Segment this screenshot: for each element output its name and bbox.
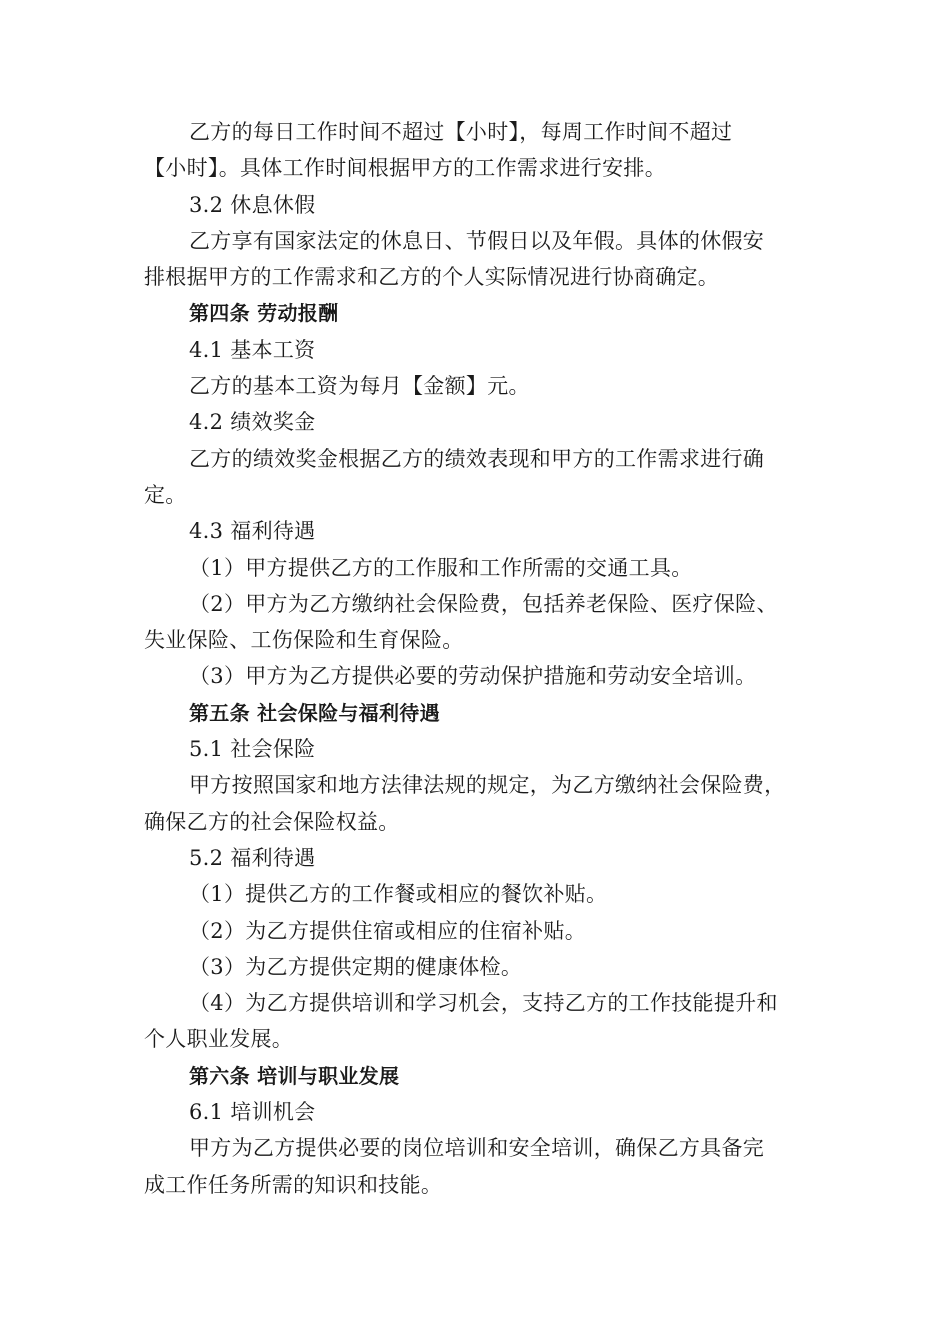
paragraph-continuation-line: 定。 [144, 482, 187, 507]
list-item-line: （4）为乙方提供培训和学习机会，支持乙方的工作技能提升和 [189, 991, 778, 1016]
article-heading: 第六条 培训与职业发展 [189, 1063, 400, 1088]
paragraph-continuation-line: 成工作任务所需的知识和技能。 [144, 1172, 443, 1197]
article-heading: 第四条 劳动报酬 [189, 301, 339, 326]
paragraph-first-line: 乙方的每日工作时间不超过【小时】，每周工作时间不超过 [189, 120, 733, 144]
paragraph-continuation-line: 个人职业发展。 [144, 1027, 294, 1052]
document-page [144, 114, 834, 1203]
paragraph-first-line: 甲方为乙方提供必要的岗位培训和安全培训，确保乙方具备完 [189, 1136, 765, 1161]
paragraph-first-line: 乙方的基本工资为每月【金额】元。 [189, 374, 530, 399]
paragraph-first-line: 5.2 福利待遇 [189, 845, 316, 870]
paragraph-first-line: 5.1 社会保险 [189, 737, 316, 762]
article-heading: 第五条 社会保险与福利待遇 [189, 700, 440, 725]
list-item-line: （2）为乙方提供住宿或相应的住宿补贴。 [189, 918, 587, 943]
paragraph-first-line: 3.2 休息休假 [189, 192, 316, 217]
list-item-line: （1）提供乙方的工作餐或相应的餐饮补贴。 [189, 882, 608, 907]
paragraph-first-line: 6.1 培训机会 [189, 1100, 316, 1125]
paragraph-first-line: 4.1 基本工资 [189, 337, 316, 362]
list-item-line: （3）甲方为乙方提供必要的劳动保护措施和劳动安全培训。 [189, 664, 757, 689]
paragraph-continuation-line: 【小时】。具体工作时间根据甲方的工作需求进行安排。 [144, 156, 666, 181]
paragraph-first-line: 乙方享有国家法定的休息日、节假日以及年假。具体的休假安 [189, 228, 765, 253]
paragraph-continuation-line: 确保乙方的社会保险权益。 [144, 809, 400, 834]
list-item-line: （3）为乙方提供定期的健康体检。 [189, 954, 523, 979]
paragraph-first-line: 4.3 福利待遇 [189, 519, 316, 544]
paragraph-continuation-line: 排根据甲方的工作需求和乙方的个人实际情况进行协商确定。 [144, 265, 720, 290]
list-item-line: （1）甲方提供乙方的工作服和工作所需的交通工具。 [189, 555, 693, 580]
list-item-line: （2）甲方为乙方缴纳社会保险费，包括养老保险、医疗保险、 [189, 591, 778, 616]
paragraph-first-line: 4.2 绩效奖金 [189, 410, 316, 435]
paragraph-first-line: 甲方按照国家和地方法律法规的规定，为乙方缴纳社会保险费， [189, 773, 786, 798]
paragraph-continuation-line: 失业保险、工伤保险和生育保险。 [144, 628, 464, 653]
paragraph-first-line: 乙方的绩效奖金根据乙方的绩效表现和甲方的工作需求进行确 [189, 446, 765, 471]
